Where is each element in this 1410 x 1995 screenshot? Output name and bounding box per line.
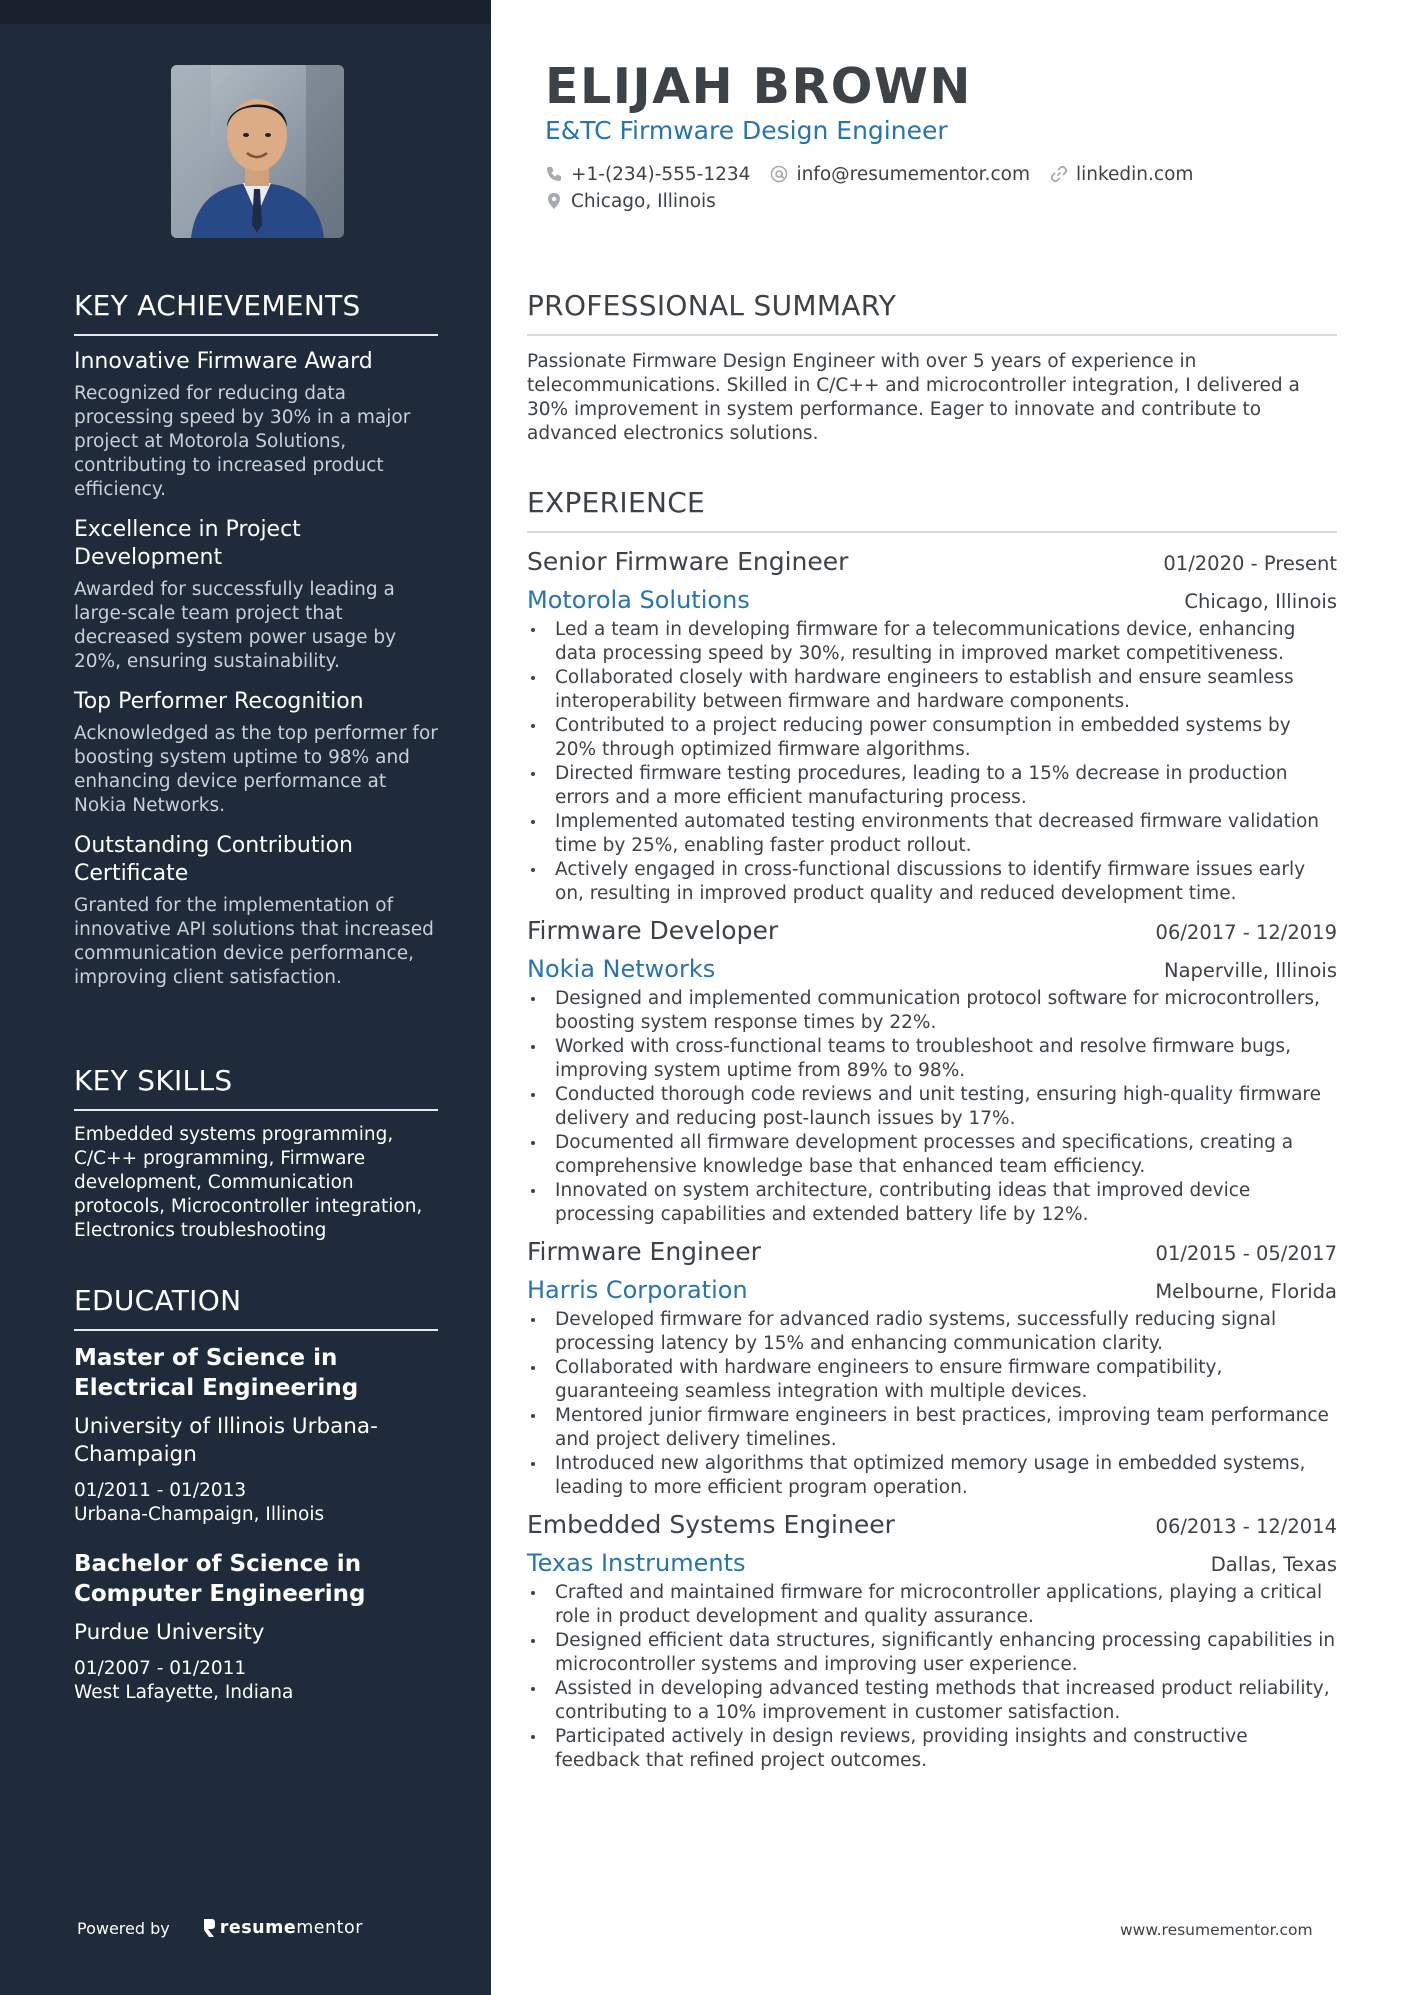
education-meta <box>74 1479 438 1527</box>
job-company: Harris Corporation <box>527 1276 748 1304</box>
job-entry <box>527 547 1337 906</box>
brand-name-bold: resume <box>219 1918 297 1938</box>
candidate-title: E&TC Firmware Design Engineer <box>545 116 948 145</box>
education-item <box>74 1343 438 1527</box>
summary-text: Passionate Firmware Design Engineer with over 5 years of experience in telecommunications. Skilled in C/C++ and microcontroller integration, I delivered a 30% improvement in system performance. Eager to innovate and contribute to advanced electronics solutions. <box>527 351 1300 444</box>
education-section <box>74 1284 438 1727</box>
job-bullet: Assisted in developing advanced testing methods that increased product reliability, contributing to a 10% improvement in customer satisfaction. <box>527 1677 1337 1725</box>
job-location: Dallas, Texas <box>1210 1553 1337 1576</box>
location-pin-icon <box>545 192 563 210</box>
education-dates: 01/2007 - 01/2011 <box>74 1658 247 1679</box>
job-entry <box>527 916 1337 1227</box>
achievement-desc: Recognized for reducing data processing speed by 30% in a major project at Motorola Solutions, contributing to increased product efficiency. <box>74 383 411 500</box>
education-location: West Lafayette, Indiana <box>74 1682 294 1703</box>
job-entry <box>527 1510 1337 1773</box>
education-item <box>74 1549 438 1705</box>
job-bullet: Conducted thorough code reviews and unit testing, ensuring high-quality firmware delivery and reducing post-launch issues by 17%. <box>527 1083 1337 1131</box>
experience-heading: EXPERIENCE <box>527 486 1337 533</box>
achievements-heading: KEY ACHIEVEMENTS <box>74 289 438 336</box>
job-role: Embedded Systems Engineer <box>527 1510 895 1539</box>
job-bullet: Led a team in developing firmware for a telecommunications device, enhancing data processing speed by 30%, resulting in improved market competitiveness. <box>527 618 1337 666</box>
job-bullet: Mentored junior firmware engineers in best practices, improving team performance and project delivery timelines. <box>527 1404 1337 1452</box>
job-bullets <box>527 1581 1337 1773</box>
at-sign-icon <box>770 165 788 183</box>
job-bullet: Developed firmware for advanced radio systems, successfully reducing signal processing latency by 15% and enhancing communication clarity. <box>527 1308 1337 1356</box>
job-bullet: Introduced new algorithms that optimized memory usage in embedded systems, leading to more efficient program operation. <box>527 1452 1337 1500</box>
job-dates: 06/2013 - 12/2014 <box>1155 1515 1337 1538</box>
contact-location <box>545 191 716 212</box>
achievement-item <box>74 516 438 674</box>
job-bullet: Innovated on system architecture, contributing ideas that improved device processing capabilities and extended battery life by 12%. <box>527 1179 1337 1227</box>
education-location: Urbana-Champaign, Illinois <box>74 1504 325 1525</box>
job-bullet: Designed efficient data structures, significantly enhancing processing capabilities in microcontroller systems and improving user experience. <box>527 1629 1337 1677</box>
link-icon <box>1050 165 1068 183</box>
brand-name <box>220 1918 363 1938</box>
job-bullet: Actively engaged in cross-functional discussions to identify firmware issues early on, resulting in improved product quality and reduced development time. <box>527 858 1337 906</box>
job-location: Melbourne, Florida <box>1155 1280 1337 1303</box>
job-dates: 06/2017 - 12/2019 <box>1155 921 1337 944</box>
education-heading: EDUCATION <box>74 1284 438 1331</box>
email-text: info@resumementor.com <box>796 163 1030 185</box>
job-bullet: Collaborated closely with hardware engineers to establish and ensure seamless interoperability between firmware and hardware components. <box>527 666 1337 714</box>
experience-section <box>527 486 1337 1783</box>
education-degree: Master of Science in Electrical Engineering <box>74 1345 359 1401</box>
powered-by-label: Powered by <box>77 1918 170 1938</box>
contact-linkedin[interactable] <box>1050 164 1193 185</box>
job-dates: 01/2020 - Present <box>1163 552 1337 575</box>
candidate-name: ELIJAH BROWN <box>545 58 972 115</box>
summary-section <box>527 289 1337 446</box>
education-meta <box>74 1657 438 1705</box>
job-bullet: Designed and implemented communication protocol software for microcontrollers, boosting system response times by 22%. <box>527 987 1337 1035</box>
skills-heading: KEY SKILLS <box>74 1064 438 1111</box>
education-school: University of Illinois Urbana-Champaign <box>74 1414 378 1467</box>
powered-by <box>77 1918 363 1938</box>
job-bullet: Participated actively in design reviews, providing insights and constructive feedback that refined project outcomes. <box>527 1725 1337 1773</box>
job-bullet: Implemented automated testing environments that decreased firmware validation time by 25%, enabling faster product rollout. <box>527 810 1337 858</box>
sidebar-top-strip <box>0 0 491 24</box>
job-company: Nokia Networks <box>527 955 716 983</box>
contact-phone <box>545 164 750 185</box>
brand-name-rest: mentor <box>296 1918 363 1938</box>
achievement-desc: Awarded for successfully leading a large-scale team project that decreased system power usage by 20%, ensuring sustainability. <box>74 579 397 672</box>
linkedin-text: linkedin.com <box>1075 163 1194 185</box>
job-bullets <box>527 618 1337 906</box>
achievement-desc: Granted for the implementation of innovative API solutions that increased communication device performance, improving client satisfaction. <box>74 895 434 988</box>
job-entry <box>527 1237 1337 1500</box>
education-dates: 01/2011 - 01/2013 <box>74 1480 247 1501</box>
education-degree: Bachelor of Science in Computer Engineering <box>74 1551 366 1607</box>
job-role: Senior Firmware Engineer <box>527 547 849 576</box>
contact-email[interactable] <box>770 164 1030 185</box>
achievements-section <box>74 289 438 1004</box>
job-role: Firmware Developer <box>527 916 779 945</box>
education-school: Purdue University <box>74 1620 265 1645</box>
profile-photo <box>171 65 344 238</box>
job-bullet: Worked with cross-functional teams to troubleshoot and resolve firmware bugs, improving system uptime from 89% to 98%. <box>527 1035 1337 1083</box>
job-bullet: Collaborated with hardware engineers to ensure firmware compatibility, guaranteeing seamless integration with multiple devices. <box>527 1356 1337 1404</box>
job-bullet: Documented all firmware development processes and specifications, creating a comprehensive knowledge base that enhanced team efficiency. <box>527 1131 1337 1179</box>
location-text: Chicago, Illinois <box>571 190 716 212</box>
achievement-title: Top Performer Recognition <box>74 689 364 714</box>
job-location: Naperville, Illinois <box>1164 959 1337 982</box>
job-dates: 01/2015 - 05/2017 <box>1155 1242 1337 1265</box>
job-bullets <box>527 987 1337 1227</box>
job-bullet: Crafted and maintained firmware for microcontroller applications, playing a critical role in product development and quality assurance. <box>527 1581 1337 1629</box>
contact-row <box>545 164 1345 184</box>
contact-row <box>545 191 1345 211</box>
achievement-item <box>74 832 438 990</box>
skills-text: Embedded systems programming, C/C++ programming, Firmware development, Communication protocols, Microcontroller integration, Electronics troubleshooting <box>74 1124 423 1241</box>
phone-icon <box>545 165 563 183</box>
job-company: Texas Instruments <box>527 1549 746 1577</box>
contact-info <box>545 164 1345 218</box>
job-bullet: Directed firmware testing procedures, leading to a 15% decrease in production errors and a more efficient manufacturing process. <box>527 762 1337 810</box>
achievement-title: Excellence in Project Development <box>74 517 301 570</box>
footer-url[interactable]: www.resumementor.com <box>1120 1921 1313 1939</box>
job-role: Firmware Engineer <box>527 1237 761 1266</box>
achievement-title: Innovative Firmware Award <box>74 349 373 374</box>
summary-heading: PROFESSIONAL SUMMARY <box>527 289 1337 336</box>
achievement-desc: Acknowledged as the top performer for boosting system uptime to 98% and enhancing device performance at Nokia Networks. <box>74 723 438 816</box>
skills-section <box>74 1064 438 1243</box>
phone-text: +1-(234)-555-1234 <box>571 163 751 185</box>
job-company: Motorola Solutions <box>527 586 750 614</box>
job-bullet: Contributed to a project reducing power consumption in embedded systems by 20% through optimized firmware algorithms. <box>527 714 1337 762</box>
achievement-item <box>74 688 438 818</box>
job-location: Chicago, Illinois <box>1184 590 1337 613</box>
sidebar <box>0 0 491 1995</box>
achievement-title: Outstanding Contribution Certificate <box>74 833 353 886</box>
job-bullets <box>527 1308 1337 1500</box>
resumementor-logo-icon <box>202 1918 216 1938</box>
achievement-item <box>74 348 438 502</box>
